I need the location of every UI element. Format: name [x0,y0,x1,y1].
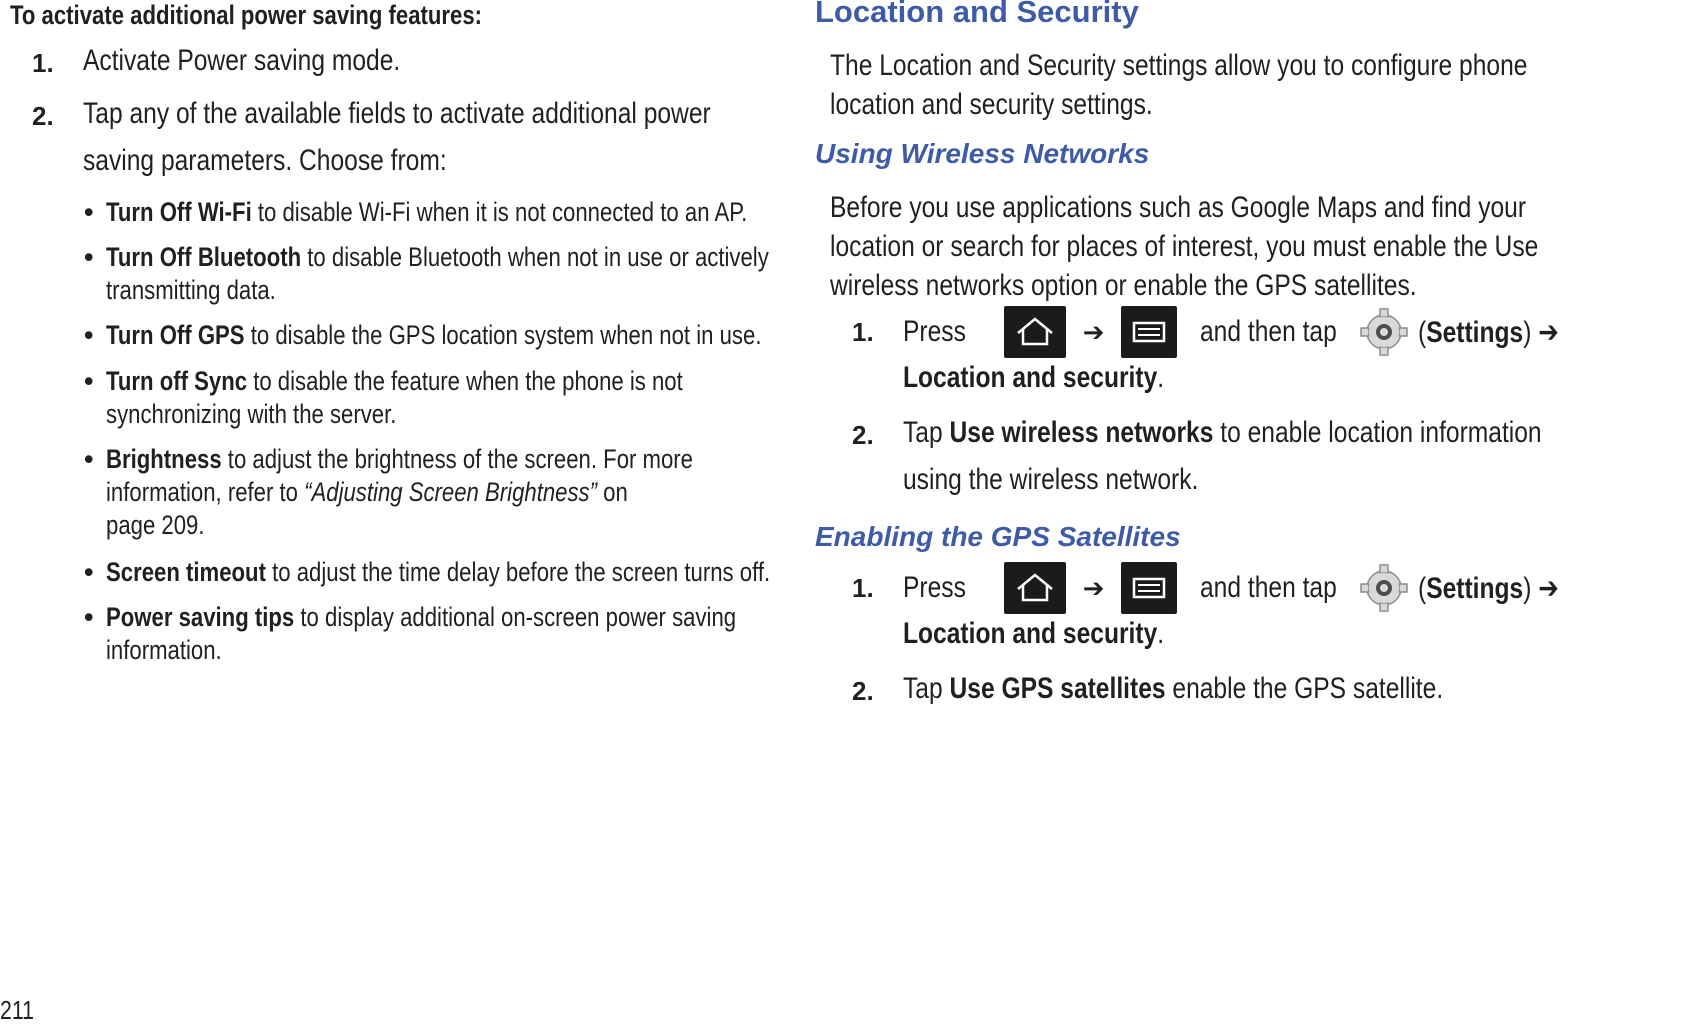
body-paragraph: Before you use applications such as Google Maps and find your location or search for places of interest, you must enable the Use wireless networks option or enable the GPS satellites. [830,191,1539,302]
arrow-icon: ➔ [1082,572,1105,603]
settings-gear-icon [1358,562,1410,614]
step-text: Tap Use wireless networks to enable location information [903,416,1542,449]
step-number: 1. [32,48,54,78]
subsection-heading: Using Wireless Networks [815,138,1150,169]
step-number: 2. [852,676,874,706]
subsection-heading: Enabling the GPS Satellites [815,521,1181,552]
intro-paragraph: The Location and Security settings allow you to configure phone location and security settings. [830,49,1528,121]
step-text: Tap Use GPS satellites enable the GPS satellite. [903,672,1444,705]
menu-key-icon [1121,562,1177,614]
step-number: 1. [852,573,874,603]
home-key-icon [1004,562,1066,614]
section-title: Location and Security [815,0,1139,29]
step-text: Location and security. [903,617,1165,650]
page-number: 211 [0,995,34,1025]
step-text: Press ➔ and then tap (Settings) ➔ [903,562,1558,614]
settings-gear-icon [1358,306,1410,358]
step-text: saving parameters. Choose from: [83,144,447,177]
cross-reference-link[interactable]: “Adjusting Screen Brightness” [304,477,598,507]
step-number: 2. [32,101,54,131]
home-key-icon [1004,306,1066,358]
menu-key-icon [1121,306,1177,358]
step-text: using the wireless network. [903,463,1199,496]
step-number: 1. [852,317,874,347]
step-text: Activate Power saving mode. [83,44,401,77]
arrow-icon: ➔ [1082,316,1105,347]
step-text: Tap any of the available fields to activate additional power [83,97,711,130]
step-number: 2. [852,420,874,450]
step-text: Press ➔ and then tap (Settings) ➔ [903,306,1558,358]
step-text: Location and security. [903,361,1165,394]
intro-heading: To activate additional power saving features: [10,0,483,30]
